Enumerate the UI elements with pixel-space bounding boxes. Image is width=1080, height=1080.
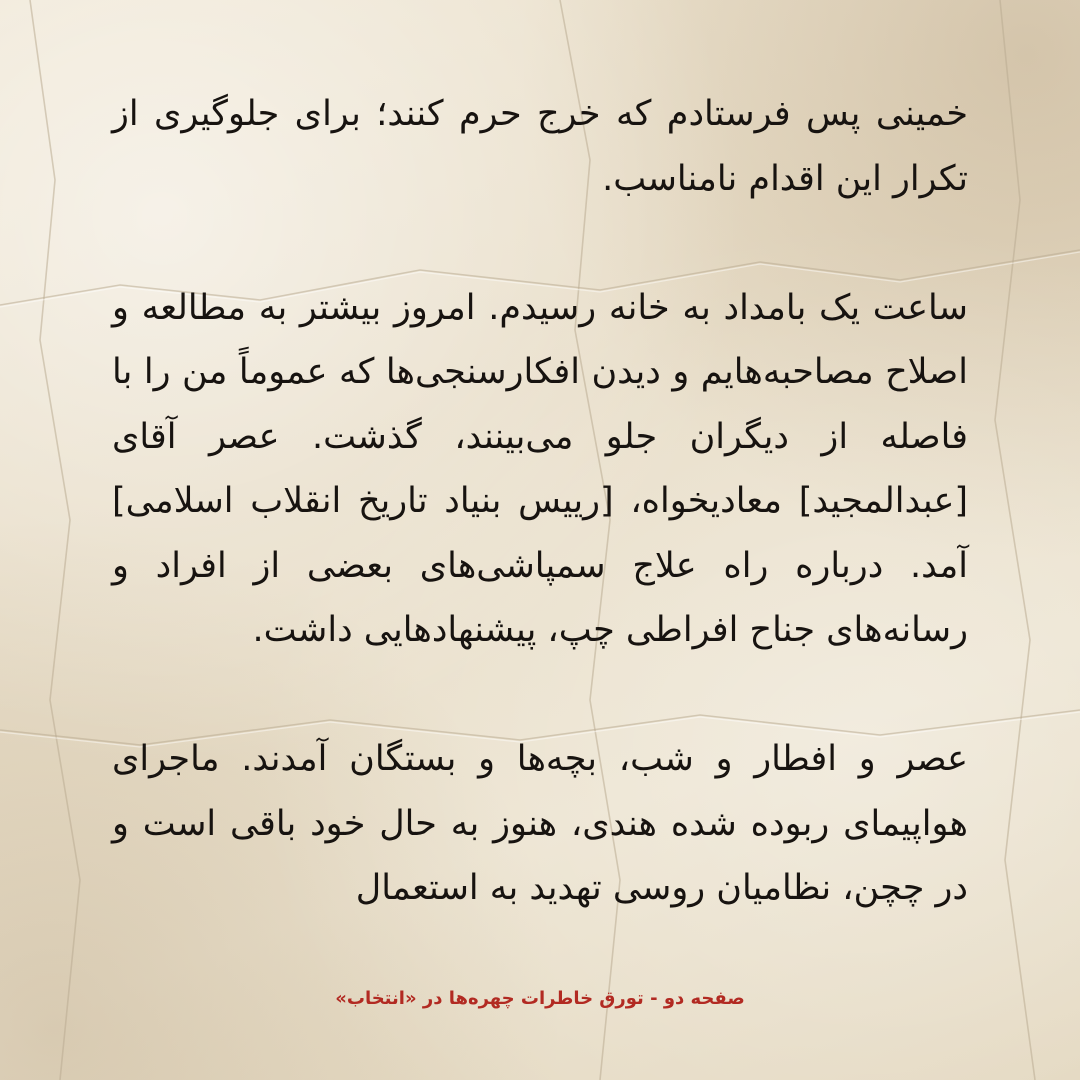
- paragraph-2: ساعت یک بامداد به خانه رسیدم. امروز بیشتر به مطالعه و اصلاح مصاحبه‌هایم و دیدن افکارسنجی‌ها که عموماً من را با فاصله از دیگران جلو می‌بینند، گذشت. عصر آقای [عبدالمجید] معادیخواه، [رییس بنیاد تاریخ انقلاب اسلامی] آمد. درباره راه علاج سمپاشی‌های بعضی از افراد و رسانه‌های جناح افراطی چپ، پیشنهادهایی داشت.: [112, 287, 968, 650]
- paragraph-1: خمینی پس فرستادم که خرج حرم کنند؛ برای جلوگیری از تکرار این اقدام نامناسب.: [112, 94, 968, 199]
- article-body: [112, 82, 968, 921]
- footer-caption: صفحه دو - تورق خاطرات چهره‌ها در «انتخاب»: [335, 988, 745, 1009]
- paragraph-3: عصر و افطار و شب، بچه‌ها و بستگان آمدند. ماجرای هواپیمای ربوده شده هندی، هنوز به حال خود باقی است و در چچن، نظامیان روسی تهدید به استعمال: [112, 739, 968, 908]
